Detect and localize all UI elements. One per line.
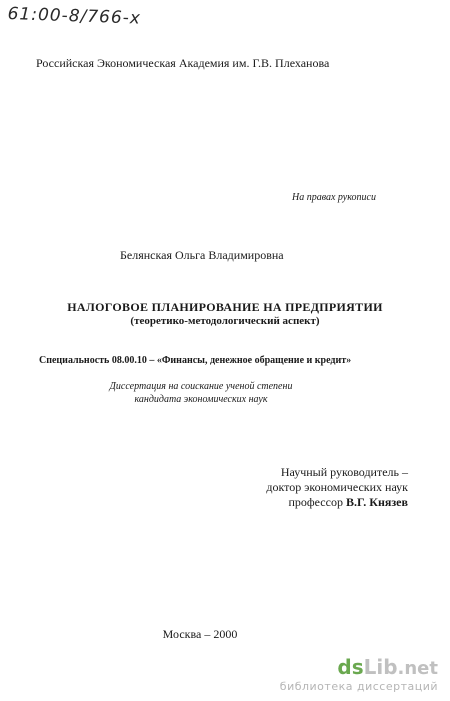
supervisor-block bbox=[266, 465, 408, 510]
thesis-line-1: Диссертация на соискание ученой степени bbox=[109, 381, 293, 392]
dissertation-subtitle: (теоретико-методологический аспект) bbox=[130, 315, 320, 327]
author-name: Белянская Ольга Владимировна bbox=[120, 248, 284, 262]
city-year: Москва – 2000 bbox=[162, 627, 238, 641]
handwritten-archive-number: 61:00-8/766-x bbox=[7, 4, 142, 29]
dissertation-title: НАЛОГОВОЕ ПЛАНИРОВАНИЕ НА ПРЕДПРИЯТИИ bbox=[67, 300, 383, 314]
academy-name: Российская Экономическая Академия им. Г.В. Плеханова bbox=[36, 56, 330, 70]
supervisor-line-2: доктор экономических наук bbox=[266, 480, 408, 494]
dslib-watermark bbox=[280, 656, 438, 693]
dslib-logo-net: .net bbox=[397, 658, 438, 679]
manuscript-note: На правах рукописи bbox=[292, 192, 376, 203]
supervisor-line-3 bbox=[266, 495, 408, 510]
thesis-degree bbox=[96, 380, 306, 406]
supervisor-title: профессор bbox=[288, 495, 343, 509]
dslib-logo bbox=[280, 656, 438, 680]
dslib-logo-lib: Lib bbox=[363, 655, 398, 679]
supervisor-name: В.Г. Князев bbox=[345, 495, 408, 509]
dslib-logo-ds: ds bbox=[337, 655, 364, 679]
supervisor-line-1: Научный руководитель – bbox=[280, 465, 408, 479]
specialty-line: Специальность 08.00.10 – «Финансы, денежное обращение и кредит» bbox=[39, 355, 352, 366]
dslib-caption: библиотека диссертаций bbox=[279, 680, 438, 693]
thesis-line-2: кандидата экономических наук bbox=[134, 394, 268, 405]
